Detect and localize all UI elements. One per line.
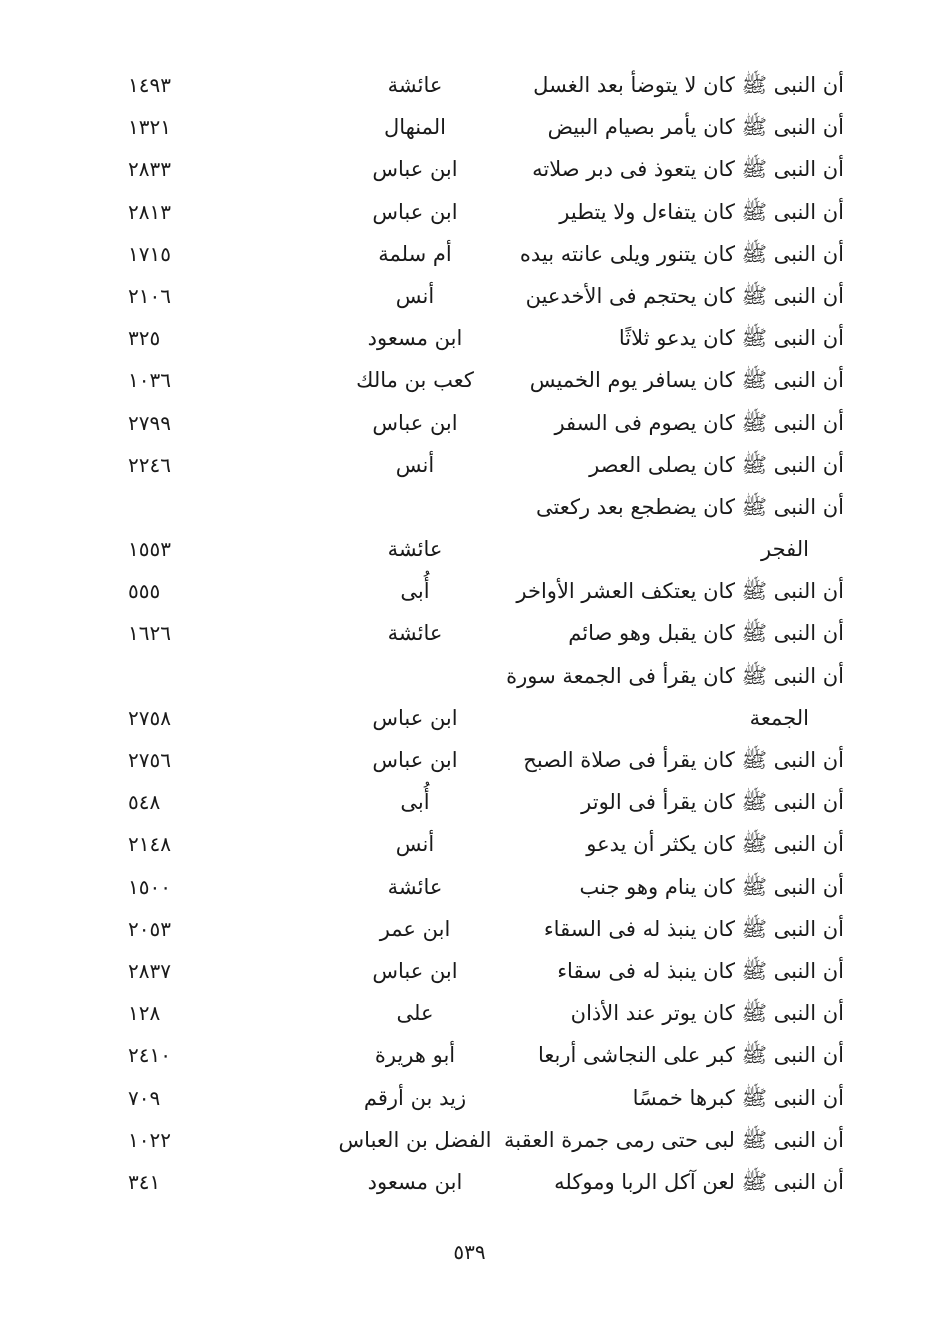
hadith-text: أن النبى ﷺ كان يكثر أن يدعو	[586, 832, 844, 857]
hadith-number: ١٦٢٦	[128, 621, 171, 646]
hadith-text: أن النبى ﷺ كان يدعو ثلاثًا	[618, 326, 844, 351]
hadith-number: ١٣٢١	[128, 115, 171, 140]
hadith-text: أن النبى ﷺ كان يصوم فى السفر	[554, 410, 844, 435]
index-row	[0, 359, 939, 401]
narrator-name: على	[396, 1001, 434, 1026]
index-row	[0, 697, 939, 739]
narrator-name: عائشة	[387, 874, 443, 899]
index-row	[0, 1119, 939, 1161]
hadith-text: أن النبى ﷺ كان يضطجع بعد ركعتى	[535, 494, 844, 519]
narrator-name: عائشة	[387, 537, 443, 562]
hadith-text: أن النبى ﷺ كان يقرأ فى صلاة الصبح	[523, 748, 844, 772]
index-row	[0, 1077, 939, 1119]
hadith-index-list	[0, 64, 939, 1203]
narrator-name: ابن عباس	[372, 958, 458, 983]
hadith-number: ١٥٥٣	[128, 537, 171, 562]
narrator-name: ابن عمر	[379, 916, 451, 941]
hadith-text: أن النبى ﷺ كان يسافر يوم الخميس	[529, 368, 844, 393]
index-row	[0, 191, 939, 233]
hadith-text: أن النبى ﷺ لبى حتى رمى جمرة العقبة	[503, 1127, 844, 1152]
hadith-number: ٣٢٥	[128, 326, 161, 351]
hadith-text: أن النبى ﷺ كان يقرأ فى الجمعة سورة	[506, 663, 844, 688]
index-row	[0, 486, 939, 528]
narrator-name: الفضل بن العباس	[338, 1127, 492, 1152]
hadith-number: ٢١٠٦	[128, 283, 171, 308]
hadith-text: أن النبى ﷺ كبر على النجاشى أربعا	[538, 1043, 844, 1068]
hadith-text: أن النبى ﷺ كان يتفاءل ولا يتطير	[559, 199, 844, 224]
narrator-name: كعب بن مالك	[356, 368, 474, 393]
hadith-number: ١٠٢٢	[128, 1127, 171, 1152]
index-row	[0, 1034, 939, 1076]
index-row	[0, 444, 939, 486]
narrator-name: أنس	[395, 832, 435, 857]
index-row	[0, 233, 939, 275]
index-row	[0, 106, 939, 148]
hadith-text: أن النبى ﷺ كان يتنور ويلى عانته بيده	[519, 241, 844, 266]
narrator-name: أنس	[395, 283, 435, 308]
index-row	[0, 823, 939, 865]
narrator-name: ابن عباس	[372, 705, 458, 730]
hadith-text: أن النبى ﷺ كان يوتر عند الأذان	[570, 1001, 844, 1026]
narrator-name: عائشة	[387, 621, 443, 646]
index-row	[0, 655, 939, 697]
index-row	[0, 992, 939, 1034]
hadith-text: أن النبى ﷺ كان يحتجم فى الأخدعين	[525, 283, 844, 308]
index-row	[0, 148, 939, 190]
narrator-name: عائشة	[387, 73, 443, 97]
hadith-number: ٢٨١٣	[128, 199, 171, 224]
hadith-text: أن النبى ﷺ كبرها خمسًا	[632, 1085, 844, 1110]
narrator-name: أنس	[395, 452, 435, 477]
index-row	[0, 739, 939, 781]
hadith-number: ٥٥٥	[128, 579, 161, 604]
hadith-text: أن النبى ﷺ كان لا يتوضأ بعد الغسل	[533, 73, 844, 97]
index-row	[0, 528, 939, 570]
narrator-name: ابن عباس	[372, 157, 458, 182]
hadith-text: أن النبى ﷺ كان ينبذ له فى السقاء	[543, 916, 844, 941]
hadith-number: ٣٤١	[128, 1169, 161, 1194]
narrator-name: ابن عباس	[372, 410, 458, 435]
hadith-number: ١٥٠٠	[128, 874, 171, 899]
index-row	[0, 781, 939, 823]
hadith-number: ٢٤١٠	[128, 1043, 171, 1068]
hadith-number: ١٢٨	[128, 1001, 161, 1026]
narrator-name: زيد بن أرقم	[363, 1085, 467, 1110]
index-row	[0, 64, 939, 106]
hadith-text: الجمعة	[749, 705, 809, 730]
hadith-text: أن النبى ﷺ كان ينام وهو جنب	[579, 874, 844, 899]
index-row	[0, 950, 939, 992]
index-row	[0, 570, 939, 612]
index-row	[0, 1161, 939, 1203]
narrator-name: ابن مسعود	[367, 1169, 463, 1194]
narrator-name: ابن عباس	[372, 199, 458, 224]
narrator-name: ابن مسعود	[367, 326, 463, 351]
hadith-text: أن النبى ﷺ كان يصلى العصر	[589, 452, 844, 477]
index-row	[0, 866, 939, 908]
page-number: ٥٣٩	[453, 1240, 486, 1264]
hadith-text: أن النبى ﷺ كان يقرأ فى الوتر	[581, 790, 844, 815]
hadith-number: ١٧١٥	[128, 241, 171, 266]
narrator-name: أُبى	[400, 579, 430, 604]
hadith-text: الفجر	[761, 537, 809, 562]
hadith-text: أن النبى ﷺ كان يعتكف العشر الأواخر	[516, 579, 844, 604]
hadith-text: أن النبى ﷺ كان ينبذ له فى سقاء	[557, 958, 844, 983]
hadith-text: أن النبى ﷺ كان يقبل وهو صائم	[568, 621, 844, 646]
hadith-number: ٢٠٥٣	[128, 916, 171, 941]
index-row	[0, 402, 939, 444]
index-row	[0, 275, 939, 317]
narrator-name: ابن عباس	[372, 748, 458, 772]
hadith-text: أن النبى ﷺ كان يأمر بصيام البيض	[547, 115, 844, 140]
hadith-text: أن النبى ﷺ لعن آكل الربا وموكله	[554, 1169, 844, 1194]
hadith-number: ٢٧٥٨	[128, 705, 171, 730]
hadith-number: ٢٨٣٧	[128, 958, 171, 983]
narrator-name: المنهال	[383, 115, 447, 140]
index-row	[0, 612, 939, 654]
hadith-number: ٢٧٥٦	[128, 748, 171, 772]
hadith-number: ٢١٤٨	[128, 832, 171, 857]
hadith-number: ٢٢٤٦	[128, 452, 171, 477]
narrator-name: أُبى	[400, 790, 430, 815]
hadith-number: ١٤٩٣	[128, 73, 171, 97]
index-row	[0, 317, 939, 359]
narrator-name: أبو هريرة	[374, 1043, 456, 1068]
index-row	[0, 908, 939, 950]
hadith-number: ٢٧٩٩	[128, 410, 171, 435]
narrator-name: أم سلمة	[378, 241, 452, 266]
hadith-number: ١٠٣٦	[128, 368, 171, 393]
hadith-number: ٢٨٣٣	[128, 157, 171, 182]
hadith-text: أن النبى ﷺ كان يتعوذ فى دبر صلاته	[532, 157, 844, 182]
hadith-number: ٧٠٩	[128, 1085, 161, 1110]
hadith-number: ٥٤٨	[128, 790, 161, 815]
